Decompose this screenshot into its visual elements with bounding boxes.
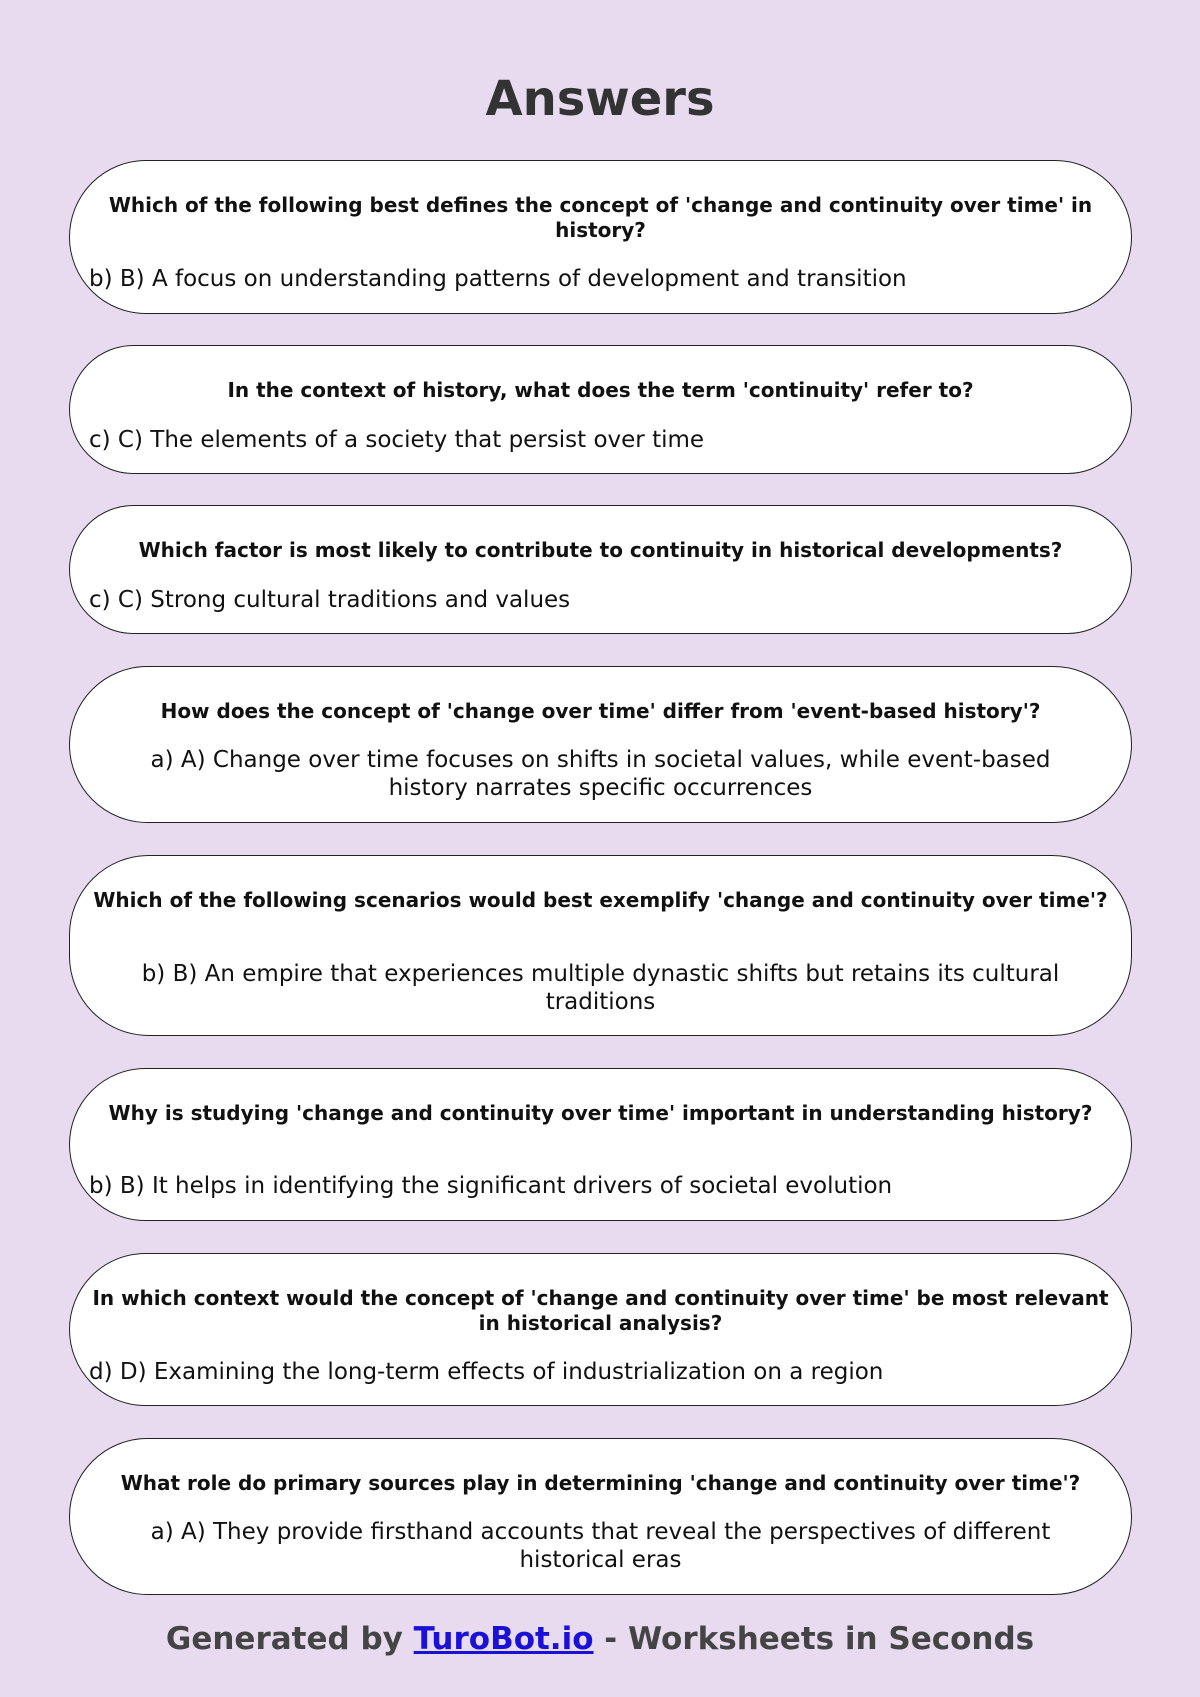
page-title: Answers: [485, 71, 715, 127]
question-text: Why is studying 'change and continuity over time' important in understanding history?: [108, 1101, 1093, 1125]
answer-card: [69, 666, 1132, 823]
question-text: Which factor is most likely to contribute to continuity in historical developments?: [138, 538, 1063, 562]
question-text: What role do primary sources play in determining 'change and continuity over time'?: [120, 1471, 1081, 1495]
answer-card: [69, 1068, 1132, 1221]
question-text: Which of the following scenarios would best exemplify 'change and continuity over time'?: [93, 888, 1108, 912]
question-text: Which of the following best defines the concept of 'change and continuity over time' in history?: [108, 193, 1093, 242]
answer-text: b) B) A focus on understanding patterns of development and transition: [89, 266, 907, 292]
answer-text: b) B) It helps in identifying the significant drivers of societal evolution: [89, 1173, 893, 1199]
question-text: In the context of history, what does the term 'continuity' refer to?: [227, 378, 974, 402]
question-text: How does the concept of 'change over time' differ from 'event-based history'?: [160, 699, 1041, 723]
answer-text: a) A) They provide firsthand accounts that reveal the perspectives of different historical eras: [150, 1519, 1051, 1573]
footer: [0, 1617, 1200, 1661]
footer-suffix: - Worksheets in Seconds: [593, 1621, 1035, 1657]
answer-card: [69, 345, 1132, 474]
answer-card: [69, 160, 1132, 314]
answer-card: [69, 505, 1132, 634]
answer-text: b) B) An empire that experiences multiple dynastic shifts but retains its cultural traditions: [141, 961, 1060, 1015]
question-text: In which context would the concept of 'change and continuity over time' be most relevant in historical analysis?: [92, 1286, 1109, 1335]
answer-card: [69, 1438, 1132, 1595]
answer-text: c) C) The elements of a society that persist over time: [89, 427, 705, 453]
answer-text: a) A) Change over time focuses on shifts in societal values, while event-based history narrates specific occurrences: [150, 747, 1051, 801]
answer-text: c) C) Strong cultural traditions and values: [89, 587, 571, 613]
footer-prefix: Generated by: [165, 1621, 414, 1657]
answer-card: [69, 855, 1132, 1036]
turobot-link[interactable]: TuroBot.io: [413, 1621, 594, 1657]
answer-card: [69, 1253, 1132, 1406]
answer-text: d) D) Examining the long-term effects of industrialization on a region: [89, 1359, 884, 1385]
